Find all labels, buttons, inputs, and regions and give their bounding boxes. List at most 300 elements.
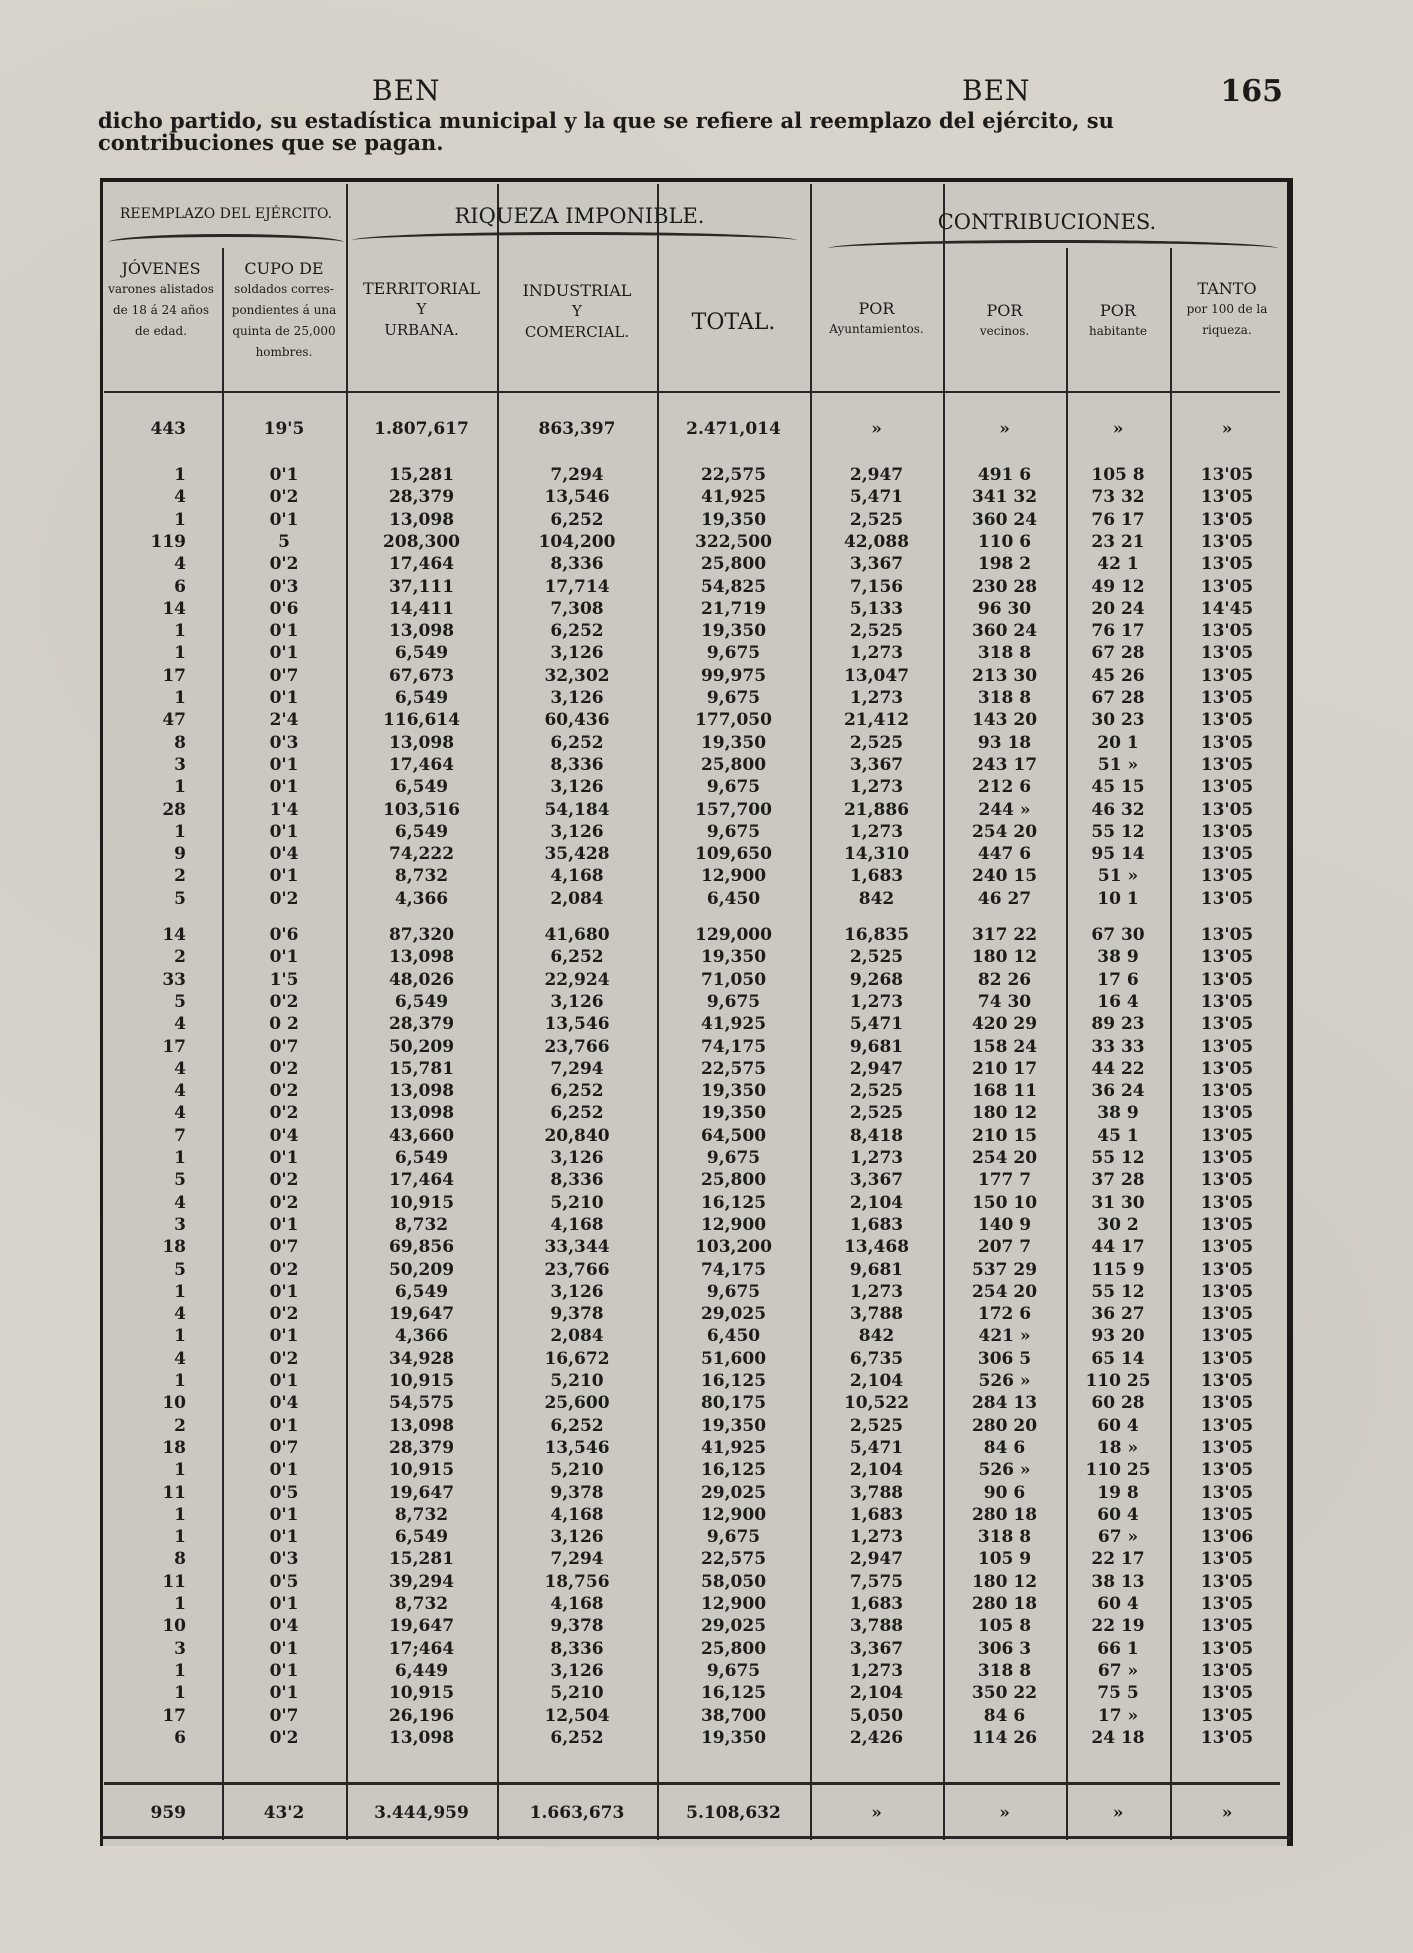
table-row-cell: 143 20 [971, 710, 1038, 730]
table-row-cell: 8,418 [849, 1126, 904, 1146]
table-row-cell: 0'1 [269, 755, 299, 775]
table-row-cell: 172 6 [977, 1304, 1032, 1324]
table-row-cell: 177,050 [695, 710, 772, 730]
table-row-cell: 1 [174, 1683, 186, 1703]
table-row-cell: 0'7 [269, 1706, 299, 1726]
column-header [350, 278, 493, 341]
table-row-cell: 13'05 [1200, 1594, 1254, 1614]
table-row-cell: 1,273 [849, 992, 904, 1012]
table-row-cell: 1,273 [849, 1148, 904, 1168]
table-row-cell: 2 [174, 1416, 186, 1436]
table-row-cell: 13'05 [1200, 554, 1254, 574]
table-row-cell: 23,766 [544, 1037, 610, 1057]
table-row-cell: 0'1 [269, 1594, 299, 1614]
column-header-line: Ayuntamientos. [829, 322, 924, 336]
table-row-cell: 2,525 [849, 1081, 904, 1101]
table-row-cell: 19,350 [700, 621, 767, 641]
table-row-cell: 168 11 [971, 1081, 1038, 1101]
table-row-cell: 3,367 [849, 755, 904, 775]
table-row-cell: 93 18 [977, 733, 1032, 753]
table-row-cell: 13,098 [388, 733, 455, 753]
table-row-cell: 109,650 [695, 844, 772, 864]
column-header-title: TOTAL. [691, 310, 776, 335]
table-row-cell: 12,900 [700, 1594, 767, 1614]
totals-row-cell: » [1112, 1803, 1124, 1823]
table-row-cell: 13'05 [1200, 1371, 1254, 1391]
table-row-cell: 3,126 [550, 992, 604, 1012]
column-header-line: vecinos. [979, 324, 1030, 338]
group-header-contribuciones: CONTRIBUCIONES. [937, 210, 1157, 234]
table-row-cell: 3,788 [849, 1616, 904, 1636]
table-row-cell: 73 32 [1091, 487, 1145, 507]
table-row-cell: 60 4 [1097, 1594, 1139, 1614]
table-row-cell: 491 6 [977, 465, 1032, 485]
running-header-left: BEN [372, 74, 441, 107]
table-row-cell: 44 22 [1091, 1059, 1145, 1079]
table-row-cell: 0'1 [269, 1326, 299, 1346]
totals-row-cell: 5.108,632 [686, 1803, 781, 1823]
table-row-cell: 54,184 [544, 800, 610, 820]
table-row-cell: 0'1 [269, 1282, 299, 1302]
table-row-cell: 2,084 [550, 1326, 604, 1346]
table-row-cell: 38 9 [1097, 1103, 1139, 1123]
table-row-cell: 23,766 [544, 1260, 610, 1280]
table-row-cell: 13,098 [388, 1728, 455, 1748]
table-row-cell: 1 [174, 1326, 186, 1346]
table-row-cell: 13'05 [1200, 925, 1254, 945]
table-row-cell: 29,025 [700, 1616, 767, 1636]
table-row-cell: 0'1 [269, 510, 299, 530]
table-row-cell: 28,379 [388, 487, 455, 507]
table-row-cell: 51,600 [700, 1349, 767, 1369]
table-row-cell: 10 1 [1097, 889, 1139, 909]
table-row-cell: 177 7 [977, 1170, 1032, 1190]
table-row-cell: 2,525 [849, 1103, 904, 1123]
table-row-cell: 0'2 [269, 1103, 299, 1123]
table-row-cell: 82 26 [977, 970, 1032, 990]
table-row-cell: 22 17 [1091, 1549, 1145, 1569]
table-row-cell: 12,504 [544, 1706, 610, 1726]
table-row-cell: 10,915 [388, 1683, 455, 1703]
table-row-cell: 2,947 [849, 465, 904, 485]
table-row-cell: 10 [162, 1393, 186, 1413]
table-row-cell: 6,252 [550, 947, 604, 967]
table-row-cell: 58,050 [700, 1572, 767, 1592]
table-row-cell: 87,320 [388, 925, 455, 945]
table-row-cell: 74,175 [700, 1260, 767, 1280]
table-row-cell: 9,675 [706, 643, 761, 663]
table-row-cell: 13'05 [1200, 1505, 1254, 1525]
table-row-cell: 3,788 [849, 1304, 904, 1324]
table-row-cell: 4,168 [550, 1594, 604, 1614]
table-row-cell: 4 [174, 1014, 186, 1034]
table-row-cell: 2,525 [849, 947, 904, 967]
table-row-cell: 13'05 [1200, 1572, 1254, 1592]
table-row-cell: 12,900 [700, 1505, 767, 1525]
table-row-cell: 30 2 [1097, 1215, 1139, 1235]
table-row-cell: 13'05 [1200, 866, 1254, 886]
table-row-cell: 12,900 [700, 866, 767, 886]
table-row-cell: 7,575 [849, 1572, 904, 1592]
first-row-cell: » [1112, 419, 1124, 439]
brace-reemplazo [108, 234, 344, 251]
totals-row-cell: 959 [150, 1803, 186, 1823]
table-row-cell: 21,886 [843, 800, 910, 820]
table-row-cell: 13'05 [1200, 1081, 1254, 1101]
table-row-cell: 842 [858, 1326, 895, 1346]
table-row-cell: 13'05 [1200, 1616, 1254, 1636]
table-row-cell: 0'1 [269, 1505, 299, 1525]
table-row-cell: 14 [162, 599, 186, 619]
table-row-cell: 2,104 [849, 1193, 904, 1213]
table-row-cell: 5 [174, 889, 186, 909]
table-row-cell: 0'1 [269, 1661, 299, 1681]
table-row-cell: 5 [174, 1260, 186, 1280]
table-row-cell: 280 18 [971, 1594, 1038, 1614]
table-row-cell: 38 13 [1091, 1572, 1145, 1592]
table-row-cell: 17 [162, 1706, 186, 1726]
table-row-cell: 19,350 [700, 1103, 767, 1123]
table-row-cell: 2,525 [849, 1416, 904, 1436]
table-row-cell: 2 [174, 947, 186, 967]
table-row-cell: 38,700 [700, 1706, 767, 1726]
column-header-title: JÓVENES [121, 259, 201, 278]
table-row-cell: 9,675 [706, 1661, 761, 1681]
table-row-cell: 842 [858, 889, 895, 909]
table-row-cell: 29,025 [700, 1304, 767, 1324]
table-row-cell: 67,673 [388, 666, 455, 686]
table-row-cell: 30 23 [1091, 710, 1145, 730]
table-row-cell: 4,168 [550, 1505, 604, 1525]
table-row-cell: 22,575 [700, 465, 767, 485]
table-row-cell: 10,522 [843, 1393, 910, 1413]
table-row-cell: 4 [174, 487, 186, 507]
table-row-cell: 254 20 [971, 1282, 1038, 1302]
table-row-cell: 16,672 [544, 1349, 610, 1369]
table-row-cell: 5,210 [550, 1371, 604, 1391]
first-row-cell: 863,397 [538, 419, 616, 439]
table-row-cell: 13'05 [1200, 992, 1254, 1012]
table-row-cell: 13'06 [1200, 1527, 1254, 1547]
table-row-cell: 1,273 [849, 1527, 904, 1547]
table-row-cell: 10,915 [388, 1193, 455, 1213]
table-row-cell: 4 [174, 554, 186, 574]
table-row-cell: 6,450 [706, 1326, 761, 1346]
table-row-cell: 0'3 [269, 1549, 299, 1569]
table-row-cell: 1,683 [849, 1505, 904, 1525]
table-row-cell: 67 28 [1091, 688, 1145, 708]
table-row-cell: 421 » [978, 1326, 1031, 1346]
table-row-cell: 0'1 [269, 643, 299, 663]
table-row-cell: 5,471 [849, 1014, 904, 1034]
table-row-cell: 318 8 [977, 1527, 1032, 1547]
table-row-cell: 13,546 [544, 487, 610, 507]
totals-row-cell: 43'2 [263, 1803, 305, 1823]
table-row-cell: 15,281 [388, 465, 455, 485]
table-row-cell: 7,308 [550, 599, 604, 619]
table-row-cell: 64,500 [700, 1126, 767, 1146]
table-row-cell: 13'05 [1200, 733, 1254, 753]
column-header [1174, 278, 1280, 341]
table-row-cell: 3,367 [849, 1170, 904, 1190]
table-row-cell: 14 [162, 925, 186, 945]
table-row-cell: 9,675 [706, 777, 761, 797]
column-header-line: habitante [1088, 324, 1148, 338]
table-row-cell: 50,209 [388, 1037, 455, 1057]
totals-row-cell: 1.663,673 [529, 1803, 625, 1823]
table-row-cell: 3,367 [849, 1639, 904, 1659]
table-row-cell: 19,350 [700, 733, 767, 753]
table-row-cell: 55 12 [1091, 1282, 1145, 1302]
table-row-cell: 0'2 [269, 1728, 299, 1748]
column-header-title: TERRITORIAL [362, 279, 481, 298]
table-row-cell: 13,546 [544, 1014, 610, 1034]
table-row-cell: 0'1 [269, 1460, 299, 1480]
bottom-rule [100, 1836, 1290, 1839]
table-row-cell: 0'5 [269, 1572, 299, 1592]
table-row-cell: 22,924 [544, 970, 610, 990]
table-row-cell: 13'05 [1200, 532, 1254, 552]
table-row-cell: 5,471 [849, 487, 904, 507]
table-row-cell: 9 [174, 844, 186, 864]
table-row-cell: 6,549 [394, 822, 449, 842]
table-row-cell: 75 5 [1097, 1683, 1139, 1703]
table-row-cell: 447 6 [977, 844, 1032, 864]
table-row-cell: 13'05 [1200, 1215, 1254, 1235]
table-row-cell: 8,732 [394, 1215, 449, 1235]
table-row-cell: 1'5 [269, 970, 299, 990]
table-row-cell: 11 [162, 1572, 186, 1592]
table-row-cell: 210 17 [971, 1059, 1038, 1079]
column-header-line: riqueza. [1202, 323, 1252, 337]
table-row-cell: 5,050 [849, 1706, 904, 1726]
table-row-cell: 6,450 [706, 889, 761, 909]
table-row-cell: 16,125 [700, 1683, 767, 1703]
totals-rule [104, 1782, 1280, 1785]
table-row-cell: 28,379 [388, 1014, 455, 1034]
table-row-cell: 129,000 [695, 925, 772, 945]
table-row-cell: 7,294 [550, 1059, 604, 1079]
table-row-cell: 18,756 [544, 1572, 610, 1592]
column-header-line: varones alistados [108, 282, 214, 296]
table-row-cell: 322,500 [695, 532, 772, 552]
table-row-cell: 26,196 [388, 1706, 455, 1726]
table-row-cell: 4,168 [550, 1215, 604, 1235]
table-row-cell: 10,915 [388, 1371, 455, 1391]
table-row-cell: 2,947 [849, 1549, 904, 1569]
table-row-cell: 350 22 [971, 1683, 1038, 1703]
table-row-cell: 114 26 [971, 1728, 1038, 1748]
table-row-cell: 284 13 [971, 1393, 1038, 1413]
column-header-line: URBANA. [384, 321, 459, 339]
table-row-cell: 35,428 [544, 844, 610, 864]
table-row-cell: 13'05 [1200, 1661, 1254, 1681]
table-row-cell: 1 [174, 822, 186, 842]
table-row-cell: 3 [174, 1639, 186, 1659]
table-row-cell: 41,925 [700, 487, 767, 507]
table-row-cell: 13'05 [1200, 1237, 1254, 1257]
table-row-cell: 84 6 [983, 1706, 1026, 1726]
table-row-cell: 1 [174, 688, 186, 708]
table-row-cell: 67 » [1097, 1527, 1139, 1547]
table-row-cell: 2,426 [849, 1728, 904, 1748]
table-row-cell: 13'05 [1200, 1728, 1254, 1748]
table-row-cell: 103,516 [383, 800, 460, 820]
table-row-cell: 13'05 [1200, 1639, 1254, 1659]
table-row-cell: 3,367 [849, 554, 904, 574]
table-row-cell: 65 14 [1091, 1349, 1145, 1369]
table-row-cell: 41,925 [700, 1438, 767, 1458]
table-row-cell: 6,252 [550, 621, 604, 641]
table-row-cell: 13'05 [1200, 1037, 1254, 1057]
table-row-cell: 1,273 [849, 643, 904, 663]
table-row-cell: 8,336 [550, 755, 604, 775]
table-row-cell: 90 6 [983, 1483, 1026, 1503]
table-row-cell: 5 [278, 532, 290, 552]
table-row-cell: 19,647 [388, 1304, 455, 1324]
table-row-cell: 105 8 [977, 1616, 1032, 1636]
table-row-cell: 13'05 [1200, 710, 1254, 730]
table-row-cell: 37 28 [1091, 1170, 1145, 1190]
table-row-cell: 17,464 [388, 1170, 455, 1190]
table-row-cell: 6 [174, 577, 186, 597]
table-row-cell: 13'05 [1200, 1014, 1254, 1034]
table-row-cell: 0'5 [269, 1483, 299, 1503]
table-row-cell: 1,683 [849, 1594, 904, 1614]
table-row-cell: 13,047 [843, 666, 910, 686]
table-row-cell: 6,252 [550, 1416, 604, 1436]
table-row-cell: 230 28 [971, 577, 1038, 597]
table-row-cell: 207 7 [977, 1237, 1032, 1257]
table-row-cell: 1,273 [849, 1661, 904, 1681]
table-row-cell: 1 [174, 643, 186, 663]
table-row-cell: 19,350 [700, 1728, 767, 1748]
table-row-cell: 1 [174, 621, 186, 641]
table-row-cell: 306 5 [977, 1349, 1032, 1369]
table-row-cell: 33 33 [1091, 1037, 1145, 1057]
column-header-title: CUPO DE [244, 259, 324, 278]
column-header-line: quinta de 25,000 [232, 324, 336, 338]
table-row-cell: 3 [174, 1215, 186, 1235]
table-row-cell: 66 1 [1097, 1639, 1139, 1659]
table-row-cell: 13'05 [1200, 666, 1254, 686]
table-row-cell: 38 9 [1097, 947, 1139, 967]
table-row-cell: 13'05 [1200, 970, 1254, 990]
table-row-cell: 5,210 [550, 1193, 604, 1213]
table-row-cell: 0'1 [269, 465, 299, 485]
table-row-cell: 9,675 [706, 992, 761, 1012]
table-row-cell: 0'2 [269, 1170, 299, 1190]
table-row-cell: 48,026 [388, 970, 455, 990]
table-row-cell: 13'05 [1200, 1148, 1254, 1168]
table-row-cell: 1,273 [849, 777, 904, 797]
table-row-cell: 13'05 [1200, 889, 1254, 909]
table-row-cell: 13,098 [388, 1081, 455, 1101]
table-row-cell: 180 12 [971, 947, 1038, 967]
column-header [661, 312, 806, 333]
table-row-cell: 13,098 [388, 1103, 455, 1123]
table-row-cell: 51 » [1097, 755, 1139, 775]
table-row-cell: 4 [174, 1081, 186, 1101]
table-row-cell: 43,660 [388, 1126, 455, 1146]
table-row-cell: 9,675 [706, 1527, 761, 1547]
table-row-cell: 14,310 [843, 844, 910, 864]
table-row-cell: 37,111 [388, 577, 455, 597]
table-row-cell: 254 20 [971, 822, 1038, 842]
table-row-cell: 8,732 [394, 1594, 449, 1614]
table-row-cell: 0'4 [269, 844, 299, 864]
table-row-cell: 60 28 [1091, 1393, 1145, 1413]
first-row-cell: 2.471,014 [686, 419, 781, 439]
table-row-cell: 13'05 [1200, 1170, 1254, 1190]
table-row-cell: 13'05 [1200, 643, 1254, 663]
table-row-cell: 74,222 [388, 844, 455, 864]
table-row-cell: 0'2 [269, 1081, 299, 1101]
table-row-cell: 2,104 [849, 1460, 904, 1480]
table-row-cell: 341 32 [971, 487, 1038, 507]
table-row-cell: 0'1 [269, 1683, 299, 1703]
table-row-cell: 13'05 [1200, 487, 1254, 507]
table-row-cell: 212 6 [977, 777, 1032, 797]
column-header-line: hombres. [255, 345, 313, 359]
table-row-cell: 1 [174, 777, 186, 797]
table-row-cell: 0'2 [269, 992, 299, 1012]
table-row-cell: 25,800 [700, 554, 767, 574]
table-row-cell: 16,125 [700, 1371, 767, 1391]
table-row-cell: 28,379 [388, 1438, 455, 1458]
table-row-cell: 208,300 [383, 532, 460, 552]
first-row-cell: 19'5 [263, 419, 305, 439]
table-row-cell: 104,200 [538, 532, 616, 552]
table-row-cell: 198 2 [977, 554, 1032, 574]
table-row-cell: 1 [174, 465, 186, 485]
table-row-cell: 0'1 [269, 1527, 299, 1547]
table-row-cell: 13'05 [1200, 1260, 1254, 1280]
table-row-cell: 280 18 [971, 1505, 1038, 1525]
table-row-cell: 13'05 [1200, 1126, 1254, 1146]
table-row-cell: 93 20 [1091, 1326, 1145, 1346]
table-row-cell: 6,252 [550, 1081, 604, 1101]
table-row-cell: 9,378 [550, 1483, 604, 1503]
table-row-cell: 45 26 [1091, 666, 1145, 686]
table-row-cell: 10 [162, 1616, 186, 1636]
page-number: 165 [1220, 74, 1283, 109]
table-row-cell: 6,549 [394, 643, 449, 663]
table-row-cell: 49 12 [1091, 577, 1145, 597]
table-row-cell: 17 » [1097, 1706, 1139, 1726]
table-row-cell: 6,549 [394, 992, 449, 1012]
table-row-cell: 33,344 [544, 1237, 610, 1257]
column-header [104, 258, 218, 342]
column-header-line: de 18 á 24 años [113, 303, 209, 317]
table-row-cell: 13'05 [1200, 1393, 1254, 1413]
table-row-cell: 17;464 [388, 1639, 455, 1659]
table-row-cell: 105 9 [977, 1549, 1032, 1569]
table-row-cell: 110 6 [977, 532, 1032, 552]
table-row-cell: 240 15 [971, 866, 1038, 886]
table-row-cell: 3,126 [550, 1282, 604, 1302]
table-row-cell: 9,675 [706, 1148, 761, 1168]
table-row-cell: 1,683 [849, 1215, 904, 1235]
group-header-riqueza: RIQUEZA IMPONIBLE. [454, 204, 705, 228]
table-row-cell: 51 » [1097, 866, 1139, 886]
table-row-cell: 4,366 [394, 889, 449, 909]
table-row-cell: 33 [162, 970, 186, 990]
table-row-cell: 0'2 [269, 487, 299, 507]
table-row-cell: 31 30 [1091, 1193, 1145, 1213]
table-row-cell: 5 [174, 992, 186, 1012]
table-row-cell: 19,350 [700, 1081, 767, 1101]
